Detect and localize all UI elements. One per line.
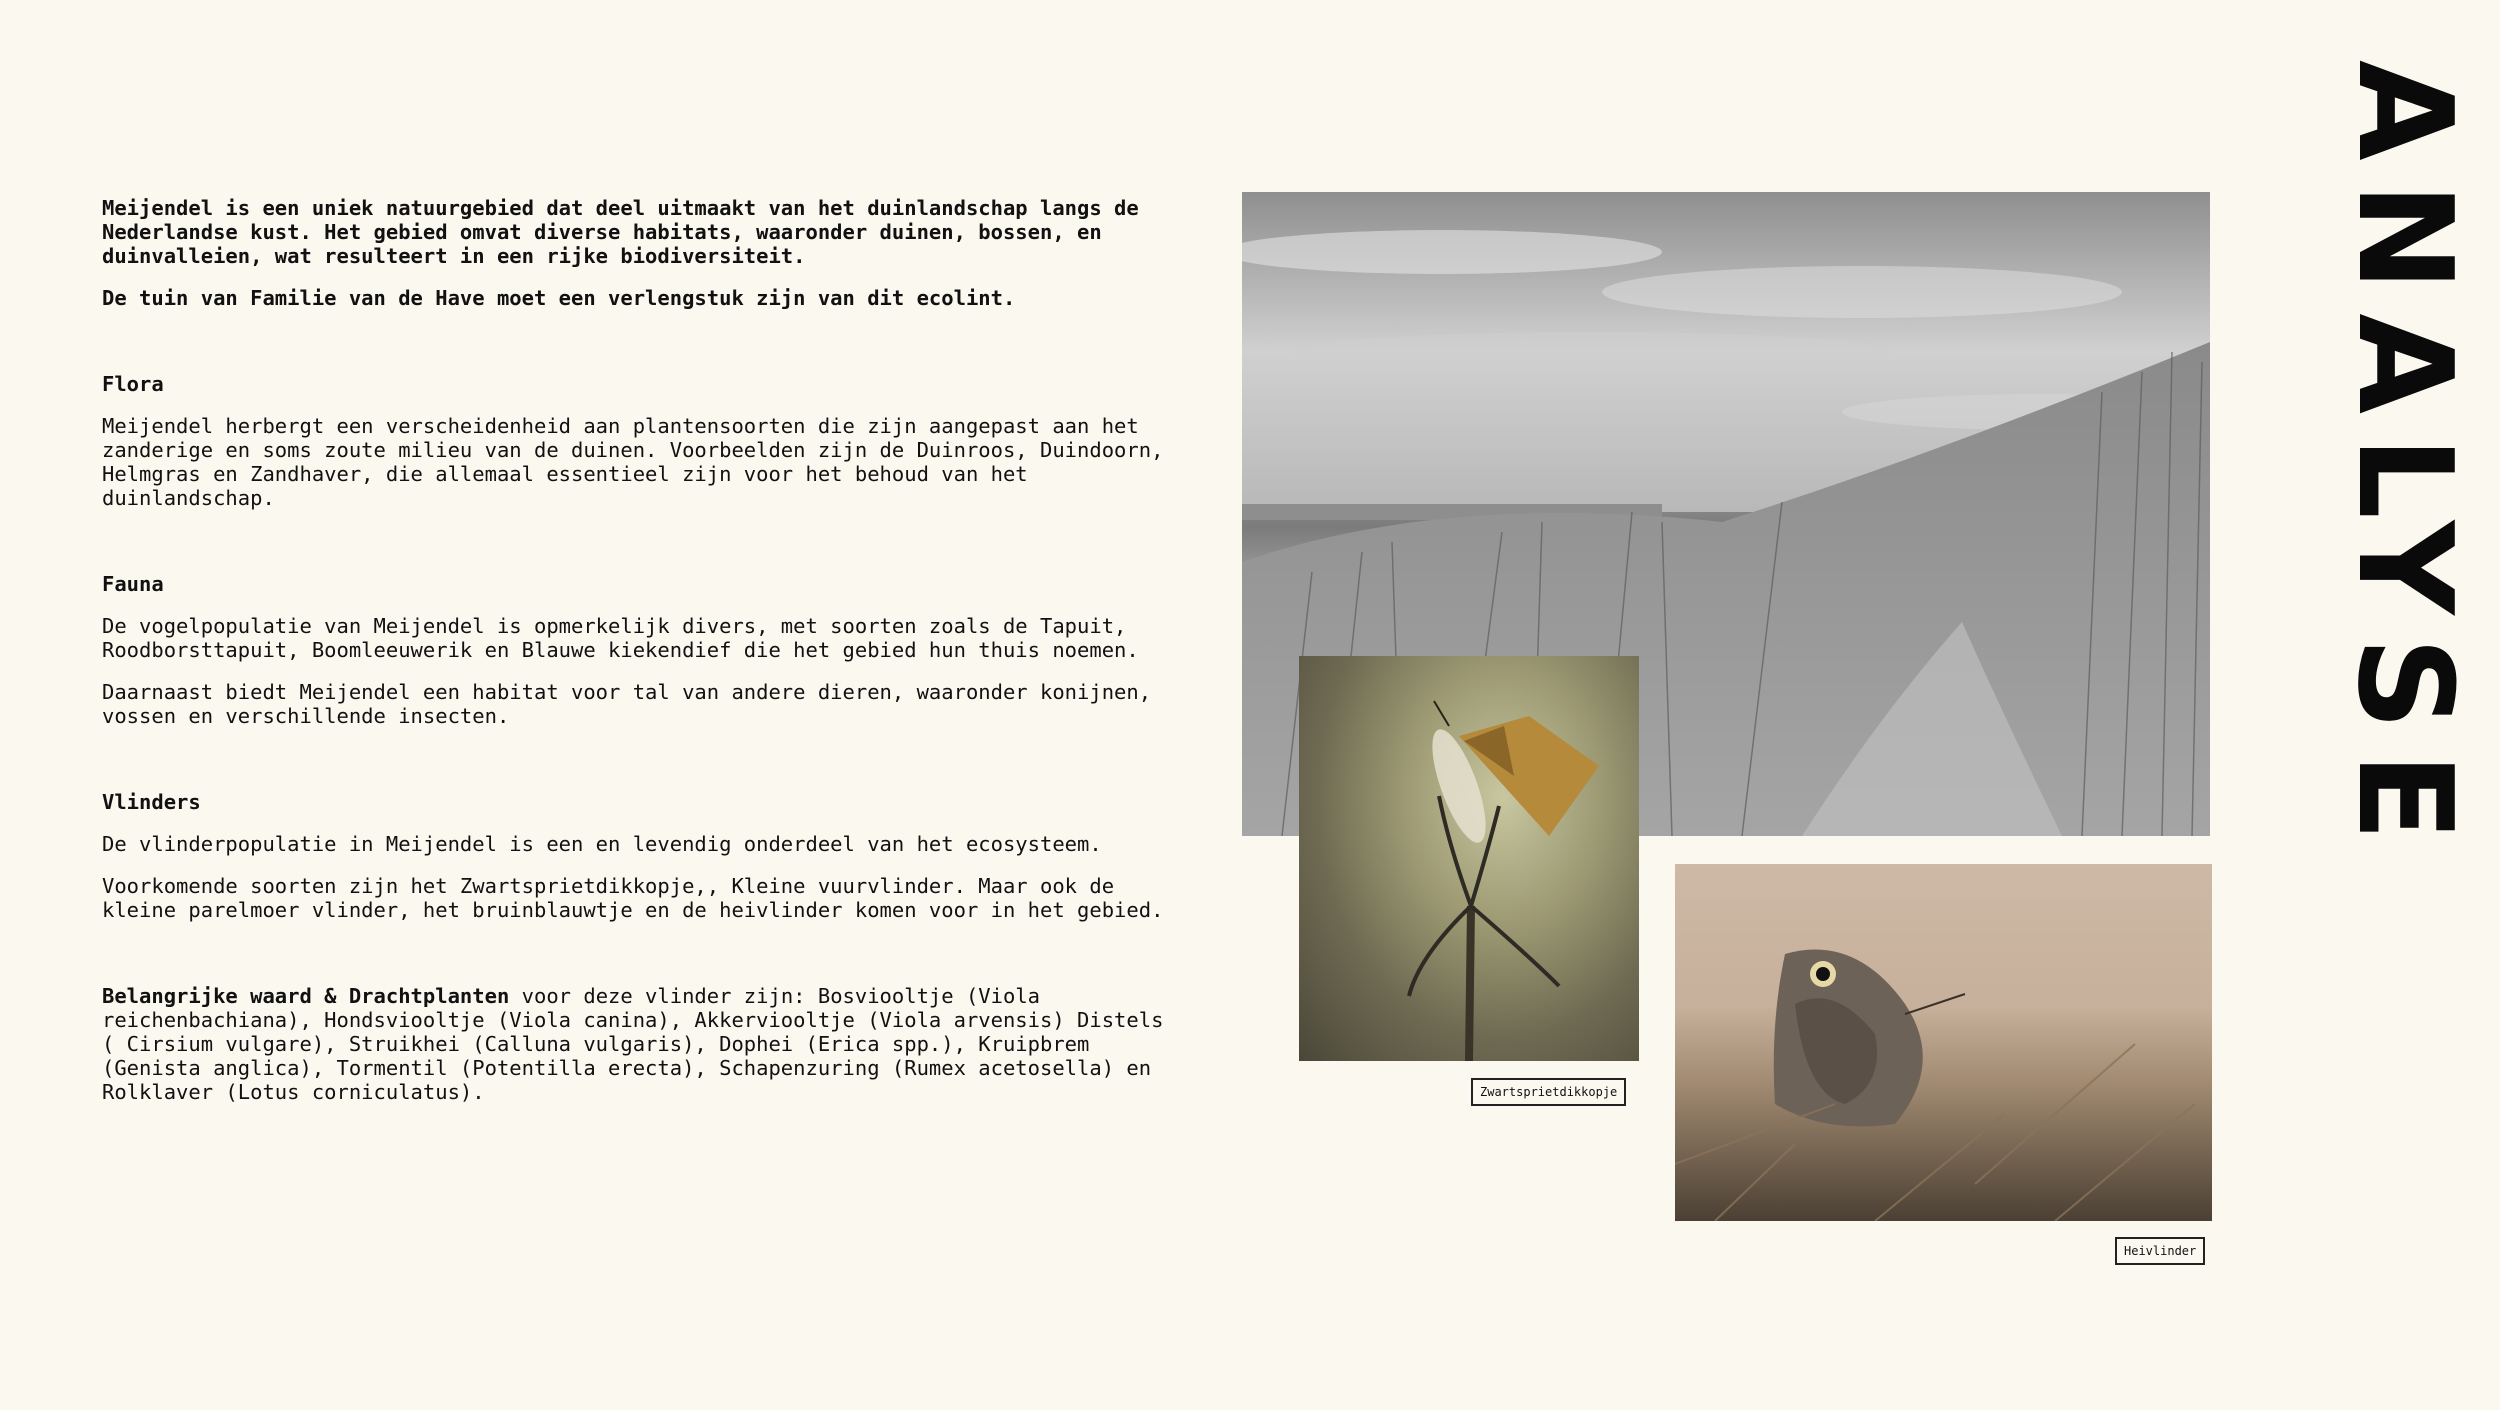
host-plants-list: voor deze vlinder zijn: Bosviooltje (Viola reichenbachiana), Hondsviooltje (Viola canina), Akkerviooltje (Viola arvensis) Distels ( Cirsium vulgare), Struikhei (Calluna vulgaris), Dophei (Erica spp.), Kruipbrem (Genista anglica), Tormentil (Potentilla erecta), Schapenzuring (Rumex acetosella) en Rolklaver (Lotus corniculatus). [102,984,1164,1104]
fauna-text-2: Daarnaast biedt Meijendel een habitat voor tal van andere dieren, waaronder konijnen, vossen en verschillende insecten. [102,680,1152,728]
fauna-heading: Fauna [102,572,164,596]
grayling-butterfly-photo [1675,864,2212,1221]
intro-statement: De tuin van Familie van de Have moet een verlengstuk zijn van dit ecolint. [102,286,1016,310]
skipper-butterfly-photo [1299,656,1639,1061]
flora-text: Meijendel herbergt een verscheidenheid aan plantensoorten die zijn aangepast aan het zanderige en soms zoute milieu van de duinen. Voorbeelden zijn de Duinroos, Duindoorn, Helmgras en Zandhaver, die allemaal essentieel zijn voor het behoud van het duinlandschap. [102,414,1164,510]
vlinders-text-1: De vlinderpopulatie in Meijendel is een en levendig onderdeel van het ecosysteem. [102,832,1102,856]
content-column [102,196,1187,1104]
fauna-text-1: De vogelpopulatie van Meijendel is opmerkelijk divers, met soorten zoals de Tapuit, Roodborsttapuit, Boomleeuwerik en Blauwe kiekendief die het gebied hun thuis noemen. [102,614,1139,662]
host-plants-text [102,984,1187,1104]
vlinders-heading: Vlinders [102,790,201,814]
vlinders-text-2: Voorkomende soorten zijn het Zwartsprietdikkopje,, Kleine vuurvlinder. Maar ook de kleine parelmoer vlinder, het bruinblauwtje en de heivlinder komen voor in het gebied. [102,874,1164,922]
host-plants-lead: Belangrijke waard & Drachtplanten [102,984,510,1008]
intro-paragraph: Meijendel is een uniek natuurgebied dat deel uitmaakt van het duinlandschap langs de Nederlandse kust. Het gebied omvat diverse habitats, waaronder duinen, bossen, en duinvalleien, wat resulteert in een rijke biodiversiteit. [102,196,1139,268]
grayling-caption: Heivlinder [2115,1237,2205,1265]
page-title: ANALYSE [2329,60,2481,864]
skipper-caption: Zwartsprietdikkopje [1471,1078,1626,1106]
flora-heading: Flora [102,372,164,396]
